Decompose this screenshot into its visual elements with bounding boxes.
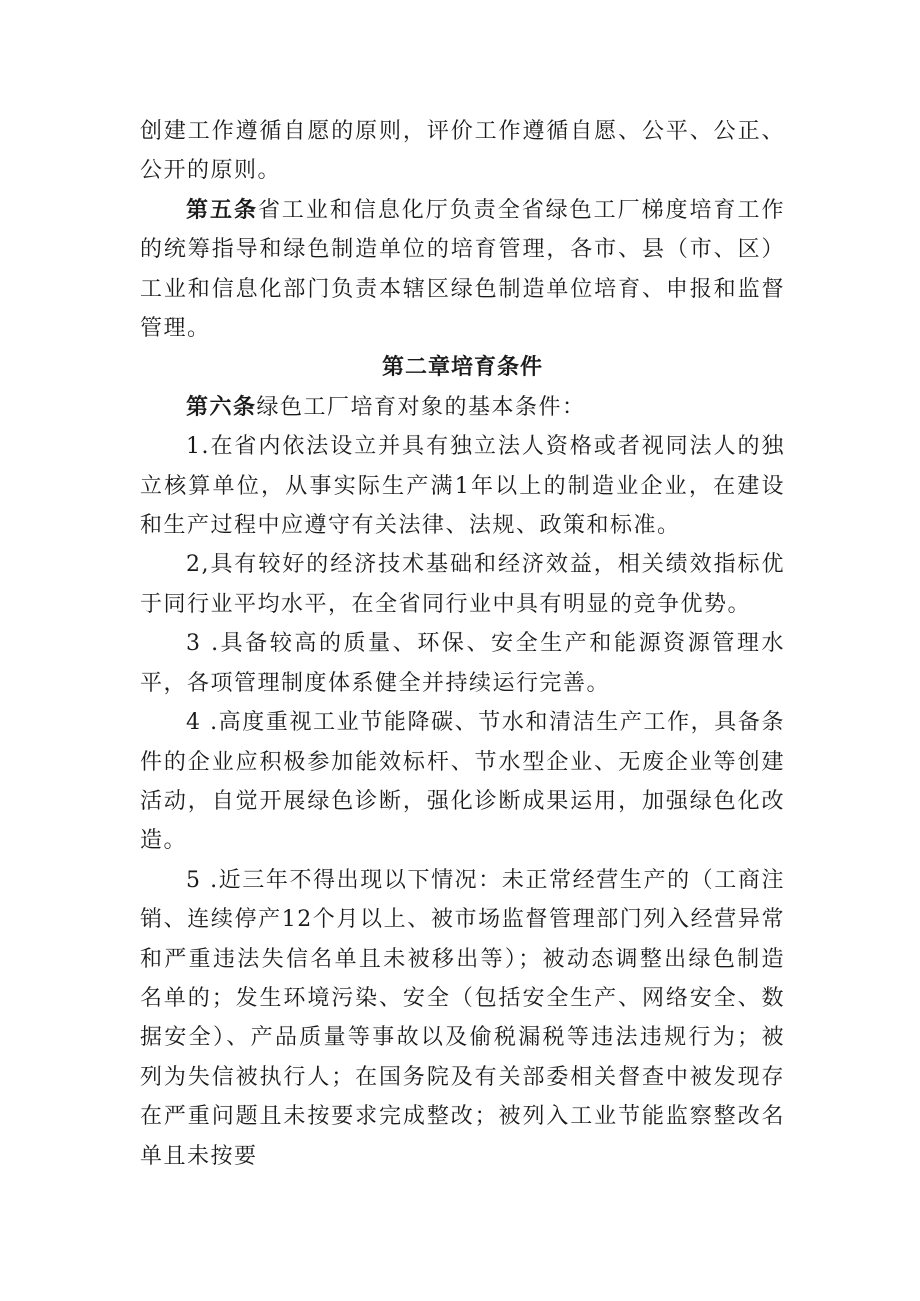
article-6-label: 第六条 <box>186 393 257 420</box>
article-5-text: 省工业和信息化厅负责全省绿色工厂梯度培育工作的统筹指导和绿色制造单位的培育管理，各市、县（市、区）工业和信息化部门负责本辖区绿色制造单位培育、申报和监督管理。 <box>140 197 785 342</box>
condition-item-2: 2,具有较好的经济技术基础和经济效益，相关绩效指标优于同行业平均水平，在全省同行业中具有明显的竞争优势。 <box>140 552 785 617</box>
condition-item-4: 4 .高度重视工业节能降碳、节水和清洁生产工作，具备条件的企业应积极参加能效标杆、节水型企业、无废企业等创建活动，自觉开展绿色诊断，强化诊断成果运用，加强绿色化改造。 <box>140 710 785 854</box>
article-6-text: 绿色工厂培育对象的基本条件： <box>256 394 586 420</box>
article-6-paragraph <box>140 388 785 427</box>
condition-item-5: 5 .近三年不得出现以下情况：未正常经营生产的（工商注销、连续停产12个月以上、被市场监督管理部门列入经营异常和严重违法失信名单且未被移出等）；被动态调整出绿色制造名单的；发生环境污染、安全（包括安全生产、网络安全、数据安全）、产品质量等事故以及偷税漏税等违法违规行为；被列为失信被执行人；在国务院及有关部委相关督查中被发现存在严重问题且未按要求完成整改；被列入工业节能监察整改名单且未按要 <box>140 867 785 1169</box>
article-5-label: 第五条 <box>186 196 258 223</box>
condition-item-1: 1.在省内依法设立并具有独立法人资格或者视同法人的独立核算单位，从事实际生产满1年以上的制造业企业，在建设和生产过程中应遵守有关法律、法规、政策和标准。 <box>140 434 785 539</box>
article-5-paragraph <box>140 191 785 349</box>
paragraph-continuation: 创建工作遵循自愿的原则，评价工作遵循自愿、公平、公正、公开的原则。 <box>140 119 785 184</box>
condition-item-3: 3 .具备较高的质量、环保、安全生产和能源资源管理水平，各项管理制度体系健全并持续运行完善。 <box>140 631 785 696</box>
chapter-2-heading: 第二章培育条件 <box>381 354 543 381</box>
document-body <box>140 112 785 1176</box>
